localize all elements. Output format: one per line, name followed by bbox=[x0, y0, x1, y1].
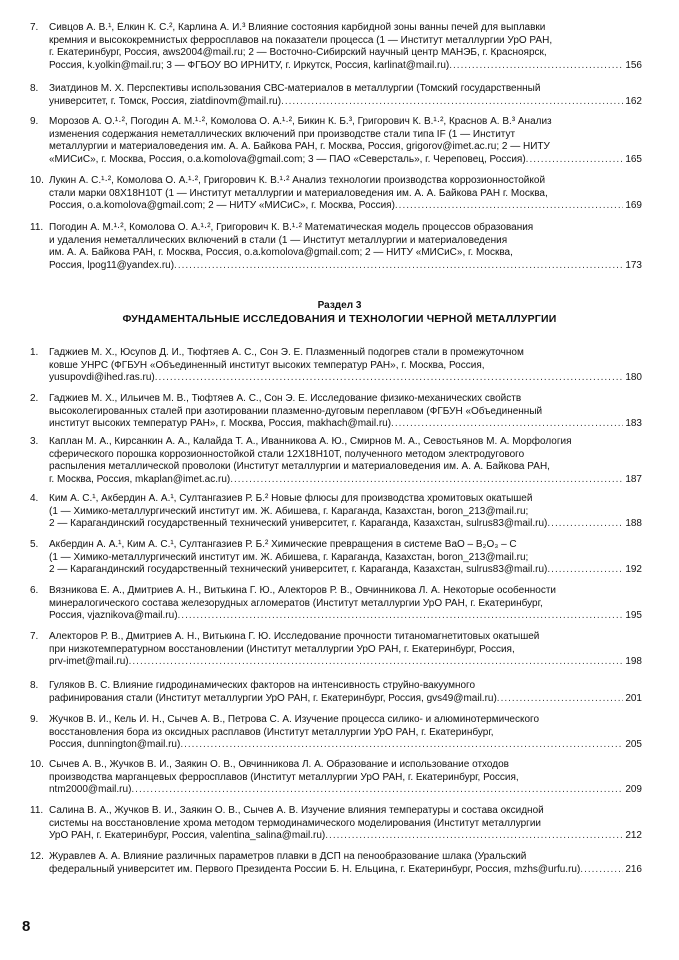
dot-leader bbox=[178, 610, 624, 623]
entry-line: производства марганцевых ферросплавов (Институт металлургии УрО РАН, г. Екатеринбург, Россия, bbox=[49, 771, 519, 783]
entry-line: минералогического состава железорудных агломератов (Институт металлургии УрО РАН, г. Екатеринбург, bbox=[49, 597, 543, 609]
entry-page-number: 180 bbox=[625, 372, 642, 384]
entry-line: Алекторов Р. В., Дмитриев А. Н., Витькина Г. Ю. Исследование прочности титаномагнетитовых окатышей bbox=[49, 631, 540, 642]
entry-number: 4. bbox=[30, 493, 39, 504]
toc-entry bbox=[30, 175, 642, 213]
entry-page-number: 212 bbox=[625, 830, 642, 842]
entry-number: 3. bbox=[30, 436, 39, 447]
entry-line: изменения содержания неметаллических включений при производстве стали типа IF (1 — Институт bbox=[49, 128, 516, 140]
dot-leader bbox=[391, 418, 623, 431]
entry-line: г. Екатеринбург, Россия, aws2004@mail.ru; 2 — Восточно-Сибирский научный центр МАНЭБ, г. Красноярск, bbox=[49, 47, 547, 59]
entry-page-number: 165 bbox=[625, 153, 642, 165]
entry-line: Россия, lpog11@yandex.ru) bbox=[49, 259, 175, 271]
dot-leader bbox=[526, 154, 624, 167]
entry-number: 12. bbox=[30, 851, 44, 862]
entry-page-number: 209 bbox=[625, 784, 642, 796]
entry-page-number: 216 bbox=[625, 863, 642, 875]
entry-page-number: 169 bbox=[625, 200, 642, 212]
entry-number: 6. bbox=[30, 585, 39, 596]
entry-line: prv-imet@mail.ru) bbox=[49, 656, 129, 668]
dot-leader bbox=[580, 864, 623, 877]
entry-number: 2. bbox=[30, 393, 39, 404]
dot-leader bbox=[449, 60, 623, 73]
toc-entry bbox=[30, 347, 642, 385]
entry-line: университет, г. Томск, Россия, ziatdinovm@mail.ru) bbox=[49, 95, 282, 107]
entry-line: (1 — Химико-металлургический институт им. Ж. Абишева, г. Караганда, Казахстан, boron_213@mail.ru; bbox=[49, 505, 529, 517]
entry-line: высоколегированных сталей при азотировании плазменно-дуговым переплавом (ФГБУН «Объединенный bbox=[49, 405, 543, 417]
dot-leader bbox=[129, 656, 624, 669]
entry-line: кремния и высококремнистых ферросплавов на показатели процесса (1 — Институт металлургии УрО РАН, bbox=[49, 34, 553, 46]
entry-line: Россия, k.yolkin@mail.ru; 3 — ФГБОУ ВО ИРНИТУ, г. Иркутск, Россия, karlinat@mail.ru) bbox=[49, 59, 450, 71]
entry-line: Жучков В. И., Кель И. Н., Сычев А. В., Петрова С. А. Изучение процесса силико- и алюминотермического bbox=[49, 714, 539, 725]
entry-line: Акбердин А. А.¹, Ким А. С.¹, Султангазиев Р. Б.² Химические превращения в системе BaO – B₂O₃ – C bbox=[49, 539, 517, 550]
entry-page-number: 183 bbox=[625, 418, 642, 430]
entry-line: ковше УНРС (ФГБУН «Объединенный институт высоких температур РАН», г. Москва, Россия, bbox=[49, 359, 485, 371]
entry-line: рафинирования стали (Институт металлургии УрО РАН, г. Екатеринбург, Россия, gvs49@mail.ru) bbox=[49, 692, 497, 704]
toc-entry bbox=[30, 805, 642, 843]
toc-entry bbox=[30, 393, 642, 431]
entry-page-number: 201 bbox=[625, 692, 642, 704]
entry-line: Россия, o.a.komolova@gmail.com; 2 — НИТУ «МИСиС», г. Москва, Россия) bbox=[49, 200, 395, 212]
dot-leader bbox=[180, 739, 623, 752]
dot-leader bbox=[174, 260, 623, 273]
entry-line: (1 — Химико-металлургический институт им. Ж. Абишева, г. Караганда, Казахстан, boron_213@mail.ru; bbox=[49, 551, 529, 563]
entry-page-number: 162 bbox=[625, 95, 642, 107]
entry-line: yusupovdi@ihed.ras.ru) bbox=[49, 372, 155, 384]
dot-leader bbox=[230, 474, 623, 487]
entry-line: Россия, vjaznikova@mail.ru) bbox=[49, 610, 178, 622]
entry-number: 8. bbox=[30, 83, 39, 94]
entry-line: Погодин А. М.¹·², Комолова О. А.¹·², Григорович К. В.¹·² Математическая модель процессов образования bbox=[49, 222, 534, 233]
entry-number: 10. bbox=[30, 759, 44, 770]
entry-line: ntm2000@mail.ru) bbox=[49, 784, 132, 796]
entry-line: Вязникова Е. А., Дмитриев А. Н., Витькина Г. Ю., Алекторов Р. В., Овчинникова Л. А. Некоторые особенности bbox=[49, 585, 556, 596]
entry-line: 2 — Карагандинский государственный технический университет, г. Караганда, Казахстан, sulrus83@mail.ru) bbox=[49, 518, 548, 530]
entry-number: 9. bbox=[30, 714, 39, 725]
dot-leader bbox=[547, 518, 623, 531]
entry-line: распыления металлической проволоки (Институт металлургии и материаловедения им. А. А. Байкова РАН, bbox=[49, 461, 550, 473]
entry-number: 5. bbox=[30, 539, 39, 550]
dot-leader bbox=[325, 830, 623, 843]
dot-leader bbox=[497, 693, 624, 706]
entry-page-number: 205 bbox=[625, 739, 642, 751]
entry-line: Сычев А. В., Жучков В. И., Заякин О. В., Овчинникова Л. А. Образование и использование отходов bbox=[49, 759, 509, 770]
entry-line: стали марки 08Х18Н10Т (1 — Институт металлургии и материаловедения им. А. А. Байкова РАН г. Москва, bbox=[49, 187, 548, 199]
entry-line: «МИСиС», г. Москва, Россия, o.a.komolova@gmail.com; 3 — ПАО «Северсталь», г. Череповец, Россия) bbox=[49, 153, 526, 165]
entry-line: Россия, dunnington@mail.ru) bbox=[49, 739, 181, 751]
toc-entry bbox=[30, 493, 642, 531]
toc-entry bbox=[30, 759, 642, 797]
dot-leader bbox=[155, 372, 624, 385]
entry-line: сферического порошка коррозионностойкой стали 12Х18Н10Т, полученного методом электродугового bbox=[49, 448, 525, 460]
entry-number: 8. bbox=[30, 680, 39, 691]
entry-page-number: 173 bbox=[625, 259, 642, 271]
entry-number: 7. bbox=[30, 631, 39, 642]
toc-entry bbox=[30, 222, 642, 272]
section-label: Раздел 3 bbox=[317, 300, 362, 311]
entry-line: федеральный университет им. Первого Президента России Б. Н. Ельцина, г. Екатеринбург, Россия, mzhs@urfu.ru) bbox=[49, 863, 581, 875]
entry-line: при низкотемпературном восстановлении (Институт металлургии УрО РАН, г. Екатеринбург, Россия, bbox=[49, 643, 515, 655]
entry-line: Гаджиев М. Х., Юсупов Д. И., Тюфтяев А. С., Сон Э. Е. Плазменный подогрев стали в промежуточном bbox=[49, 347, 524, 358]
entry-line: восстановления бора из оксидных расплавов (Институт металлургии УрО РАН, г. Екатеринбург, bbox=[49, 726, 494, 738]
entry-number: 1. bbox=[30, 347, 39, 358]
entry-number: 9. bbox=[30, 116, 39, 127]
entry-line: Журавлев А. А. Влияние различных параметров плавки в ДСП на пенообразование шлака (Уральский bbox=[49, 851, 527, 862]
entry-page-number: 198 bbox=[625, 656, 642, 668]
entry-line: Зиатдинов М. Х. Перспективы использования СВС-материалов в металлургии (Томский государственный bbox=[49, 83, 541, 94]
toc-entry bbox=[30, 631, 642, 669]
toc-entry bbox=[30, 83, 642, 108]
entry-line: Морозов А. О.¹·², Погодин А. М.¹·², Комолова О. А.¹·², Бикин К. Б.³, Григорович К. В.¹·², Краснов А. В.³ Анализ bbox=[49, 116, 552, 127]
entry-line: институт высоких температур РАН», г. Москва, Россия, makhach@mail.ru) bbox=[49, 418, 392, 430]
toc-entry bbox=[30, 851, 642, 876]
dot-leader bbox=[547, 564, 623, 577]
entry-number: 7. bbox=[30, 22, 39, 33]
entry-line: Сивцов А. В.¹, Ёлкин К. С.², Карлина А. И.³ Влияние состояния карбидной зоны ванны печей для выплавки bbox=[49, 22, 546, 33]
entry-line: Ким А. С.¹, Акбердин А. А.¹, Султангазиев Р. Б.² Новые флюсы для производства хромитовых окатышей bbox=[49, 493, 533, 504]
entry-line: металлургии и материаловедения им. А. А. Байкова РАН, г. Москва, Россия, grigorov@imet.ac.ru; 2 — НИТУ bbox=[49, 141, 550, 153]
entry-line: УрО РАН, г. Екатеринбург, Россия, valentina_salina@mail.ru) bbox=[49, 830, 326, 842]
entry-number: 10. bbox=[30, 175, 44, 186]
toc-entry bbox=[30, 680, 642, 705]
entry-page-number: 195 bbox=[625, 610, 642, 622]
dot-leader bbox=[281, 96, 623, 109]
entry-line: Каплан М. А., Кирсанкин А. А., Калайда Т. А., Иванникова А. Ю., Смирнов М. А., Севостьянов М. А. Морфология bbox=[49, 436, 572, 447]
entry-number: 11. bbox=[30, 222, 44, 233]
entry-page-number: 188 bbox=[625, 518, 642, 530]
entry-line: им. А. А. Байкова РАН, г. Москва, Россия, o.a.komolova@gmail.com; 2 — НИТУ «МИСиС», г. Москва, bbox=[49, 247, 513, 259]
entry-number: 11. bbox=[30, 805, 44, 816]
entry-line: Салина В. А., Жучков В. И., Заякин О. В., Сычев А. В. Изучение влияния температуры и состава оксидной bbox=[49, 805, 544, 816]
entry-line: 2 — Карагандинский государственный технический университет, г. Караганда, Казахстан, sulrus83@mail.ru) bbox=[49, 564, 548, 576]
entry-page-number: 192 bbox=[625, 564, 642, 576]
toc-entry bbox=[30, 714, 642, 752]
entry-line: и удаления неметаллических включений в стали (1 — Институт металлургии и материаловедения bbox=[49, 234, 508, 246]
toc-entry bbox=[30, 116, 642, 166]
toc-entry bbox=[30, 436, 642, 486]
toc-entry bbox=[30, 22, 642, 72]
entry-line: Гуляков В. С. Влияние гидродинамических факторов на интенсивность струйно-вакуумного bbox=[49, 680, 476, 691]
dot-leader bbox=[395, 200, 623, 213]
entry-page-number: 156 bbox=[625, 59, 642, 71]
section-title: ФУНДАМЕНТАЛЬНЫЕ ИССЛЕДОВАНИЯ И ТЕХНОЛОГИИ ЧЕРНОЙ МЕТАЛЛУРГИИ bbox=[122, 313, 557, 325]
entry-line: системы на восстановление хрома методом термодинамического моделирования (Институт металлургии bbox=[49, 817, 542, 829]
page-number: 8 bbox=[22, 918, 31, 935]
entry-line: г. Москва, Россия, mkaplan@imet.ac.ru) bbox=[49, 473, 231, 485]
entry-line: Гаджиев М. Х., Ильичев М. В., Тюфтяев А. С., Сон Э. Е. Исследование физико-механических свойств bbox=[49, 393, 522, 404]
entry-page-number: 187 bbox=[625, 473, 642, 485]
toc-entry bbox=[30, 539, 642, 577]
entry-line: Лукин А. С.¹·², Комолова О. А.¹·², Григорович К. В.¹·² Анализ технологии производства коррозионностойкой bbox=[49, 175, 546, 186]
dot-leader bbox=[131, 784, 623, 797]
toc-entry bbox=[30, 585, 642, 623]
